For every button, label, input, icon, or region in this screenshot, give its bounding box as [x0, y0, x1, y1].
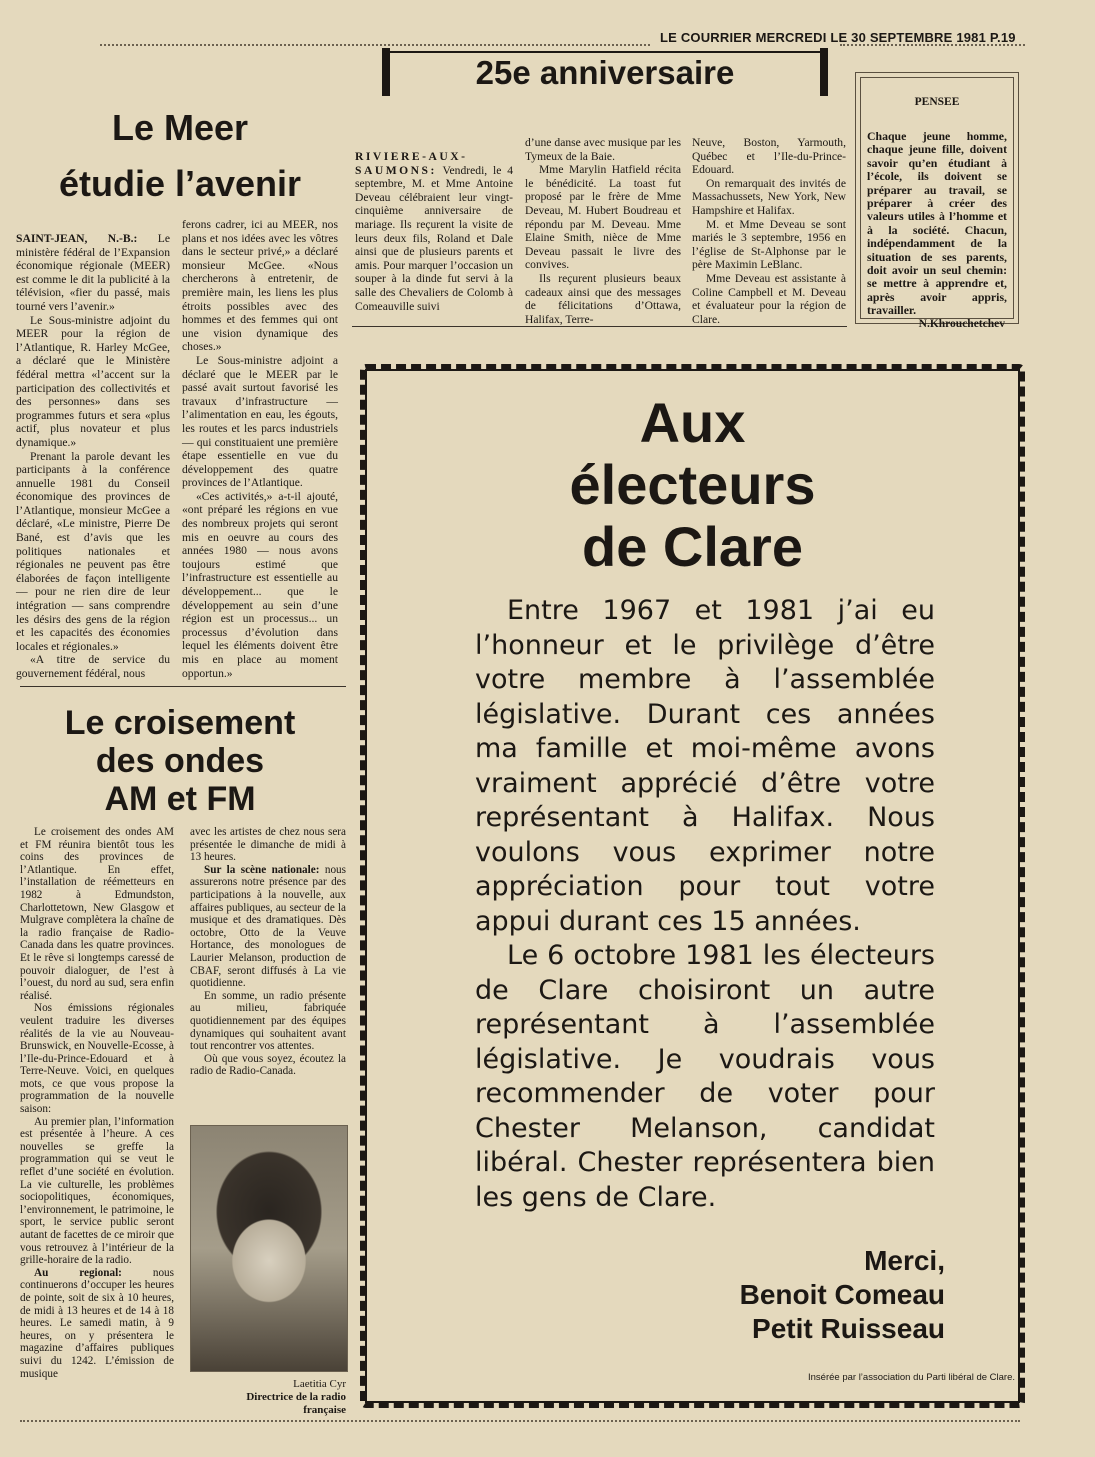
- pensee-box: [855, 72, 1019, 330]
- ad-paragraph-1: Entre 1967 et 1981 j’ai eu l’honneur et le privilège d’être votre membre à l’assemblée législative. Durant ces années ma famille et moi-même avons vraiment apprécié d’être votre représentant à Halifax. Nous voulons vous exprimer notre appréciation pour tout votre appui durant ces 15 années.: [475, 595, 935, 937]
- ondes-paragraph: Sur la scène nationale: nous assurerons notre présence par des participations à la nouvelle, aux affaires publiques, au secteur de la musique et des dramatiques. Dès octobre, Otto de la Veuve Hortance, des monologues de Laurier Melanson, production de CBAF, seront diffusés à La vie quotidienne.: [190, 863, 346, 990]
- anniv-paragraph: Mme Marylin Hatfield récita le bénédicité. La toast fut proposé par le frère de Mme Deveau, M. Hubert Boudreau et répondu par M. Deveau. Mme Elaine Smith, nièce de Mme Deveau passait le livre des convives.: [525, 163, 681, 272]
- meer-paragraph: SAINT-JEAN, N.-B.: Le ministère fédéral de l’Expansion économique régionale (MEER) est comme le dit la publicité à la télévision, «fier du passé, mais tourné vers l’avenir.»: [16, 232, 170, 313]
- caption-name: Laetitia Cyr: [293, 1378, 346, 1390]
- ondes-paragraph: En somme, un radio présente au milieu, fabriquée quotidiennement par des équipes dynamiques qui souhaitent avant tout rencontrer vos attentes.: [190, 989, 346, 1053]
- anniv-paragraph: Mme Deveau est assistante à Coline Campbell et M. Deveau et évaluateur pour la région de Clare.: [692, 271, 846, 326]
- anniv-paragraph: RIVIERE-AUX-SAUMONS: Vendredi, le 4 septembre, M. et Mme Antoine Deveau célébraient leur vingt-cinquième anniversaire de mariage. Ils reçurent la visite de leurs deux fils, Roland et Dale ainsi que de plusieurs parents et amis. Pour marquer l’occasion un souper à la dinde fut servi à la salle des Chevaliers de Colomb à Comeauville suivi: [355, 150, 513, 313]
- anniv-bottom-rule: [352, 326, 847, 327]
- photo-caption: [190, 1378, 346, 1417]
- meer-paragraph: Le Sous-ministre adjoint du MEER pour la région de l’Atlantique, R. Harley McGee, a déclaré que le Ministère fédéral mettra «l’accent sur la participation des collectivités et des personnes» dans ses programmes futurs et sera «plus actif, plus novateur et plus dynamique.»: [16, 313, 170, 449]
- pensee-author: N.Khrouchetchev: [918, 317, 1005, 330]
- pensee-heading: PENSEE: [914, 96, 960, 108]
- ondes-paragraph: Au premier plan, l’information est présentée à l’heure. A ces nouvelles se greffe la programmation qui se veut le reflet d’une société en évolution. La vie culturelle, les problèmes sociopolitiques, économiques, l’environnement, le patrimoine, le sport, le service public seront autant de facettes de ce miroir que vous retrouvez à l’intérieur de la grille-horaire de la radio.: [20, 1115, 174, 1267]
- caption-role-2: française: [303, 1404, 346, 1416]
- footer-rule: [20, 1420, 1020, 1422]
- meer-title-line1: Le Meer: [111, 107, 249, 148]
- ad-headline-line2: électeurs: [569, 453, 816, 516]
- anniv-column-1: [355, 150, 513, 313]
- ondes-paragraph: Où que vous soyez, écoutez la radio de Radio-Canada.: [190, 1052, 346, 1078]
- ondes-paragraph: Au regional: nous continuerons d’occuper les heures de pointe, soit de six à 10 heures, de midi à 13 heures et de 14 à 18 heures. Le samedi matin, à 9 heures, on y présentera le magazine d’affaires publiques suivi du 1242. L’émission de musique: [20, 1266, 174, 1380]
- ondes-title-line3: AM et FM: [104, 780, 256, 818]
- anniv-column-2: [525, 136, 681, 326]
- meer-paragraph: «Ces activités,» a-t-il ajouté, «ont préparé les régions en vue des nombreux projets qui seront mis en oeuvre au cours des années 1980 — nous avons toujours estimé que l’infrastructure est essentielle au développement... que le développement au sein d’une région est un processus... un processus d’évolution dans lequel les éléments doivent être mis en place au moment opportun.»: [182, 489, 338, 680]
- anniv-paragraph: Ils reçurent plusieurs beaux cadeaux ainsi que des messages de félicitations d’Ottawa, Halifax, Terre-: [525, 271, 681, 326]
- meer-column-2: [182, 218, 338, 680]
- ondes-title: [30, 704, 330, 818]
- anniv-paragraph: Neuve, Boston, Yarmouth, Québec et l’Ile-du-Prince-Edouard.: [692, 136, 846, 177]
- ondes-column-2: [190, 826, 346, 1078]
- meer-paragraph: Le Sous-ministre adjoint a déclaré que le MEER par le passé avait surtout favorisé les travaux d’infrastructure — l’alimentation en eau, les égouts, les routes et les parcs industriels — qui constituaient une première étape essentielle en vue du développement des quatre provinces de l’Atlantique.: [182, 353, 338, 490]
- ad-sponsor-note: Insérée par l’association du Parti libéral de Clare.: [808, 1372, 1015, 1383]
- meer-paragraph: Prenant la parole devant les participants à la conférence annuelle 1981 du Conseil économique des provinces de l’Atlantique, monsieur McGee a déclaré, «Le ministre, Pierre De Bané, est d’avis que les politiques nationales et régionales ne peuvent pas être élaborées de façon intelligente — pour ne rien dire de leur intégration — sans comprendre les désirs des gens de la région et les capacités des économies locales et régionales.»: [16, 449, 170, 653]
- anniv-column-3: [692, 136, 846, 326]
- ad-body: [475, 594, 935, 1215]
- header-rule: [100, 44, 650, 46]
- anniv-paragraph: On remarquait des invités de Massachussets, New York, New Hampshire et Halifax.: [692, 176, 846, 217]
- ad-signature: [740, 1244, 945, 1346]
- section-divider: [20, 686, 346, 687]
- anniv-paragraph: d’une danse avec musique par les Tymeux de la Baie.: [525, 136, 681, 163]
- pensee-inner-frame: [860, 77, 1014, 330]
- meer-paragraph: «A titre de service du gouvernement fédéral, nous: [16, 653, 170, 680]
- meer-title-line2: étudie l’avenir: [58, 163, 302, 204]
- page-header: LE COURRIER MERCREDI LE 30 SEPTEMBRE 1981 P.19: [660, 30, 1016, 45]
- anniv-paragraph: M. et Mme Deveau se sont mariés le 3 septembre, 1956 en l’église de St-Alphonse par le père Maximin LeBlanc.: [692, 217, 846, 272]
- meer-column-1: [16, 232, 170, 681]
- anniversary-title-box: [380, 48, 830, 100]
- ad-paragraph-2: Le 6 octobre 1981 les électeurs de Clare choisiront un autre représentant à l’assemblée législative. Je voudrais vous recommender de voter pour Chester Melanson, candidat libéral. Chester représentera bien les gens de Clare.: [475, 940, 935, 1213]
- ondes-title-line1: Le croisement: [64, 704, 296, 742]
- ondes-paragraph: Nos émissions régionales veulent traduire les diverses réalités de la vie au Nouveau-Brunswick, en Nouvelle-Ecosse, à l’Ile-du-Prince-Edouard et à Terre-Neuve. Voici, en quelques mots, ce que vous propose la programmation de la nouvelle saison:: [20, 1002, 174, 1116]
- election-advertisement: [360, 364, 1025, 1408]
- meer-paragraph: ferons cadrer, ici au MEER, nos plans et nos idées avec les vôtres dans le secteur privé,» a déclaré monsieur McGee. «Nous chercherons à entretenir, de première main, les liens les plus étroits possibles avec des hommes et des femmes qui ont une vision dynamique des choses.»: [182, 218, 338, 354]
- title-rule: [390, 51, 820, 53]
- ad-signature-thanks: Merci,: [864, 1245, 945, 1276]
- ondes-title-line2: des ondes: [95, 742, 265, 780]
- ad-headline-line1: Aux: [639, 391, 746, 454]
- anniversary-title: 25e anniversaire: [475, 54, 735, 91]
- portrait-photo: [190, 1125, 348, 1372]
- ad-signature-name: Benoit Comeau: [739, 1279, 945, 1310]
- ad-signature-place: Petit Ruisseau: [752, 1313, 945, 1344]
- ondes-paragraph: Le croisement des ondes AM et FM réunira bientôt tous les coins des provinces de l’Atlantique. En effet, l’installation de réémetteurs en 1982 à Edmundston, Charlottetown, New Glasgow et Mulgrave complètera la chaîne de la radio française de Radio-Canada dans les quatre provinces. Et le rêve si longtemps caressé de pouvoir dialoguer, de l’est à l’ouest, du nord au sud, sera enfin réalisé.: [20, 826, 174, 1002]
- pensee-quote: Chaque jeune homme, chaque jeune fille, doivent savoir qu’en étudiant à l’école, ils doivent se préparer au travail, se préparer à créer des valeurs utiles à l’homme et à la société. Chacun, indépendamment de la situation de ses parents, doit avoir un seul chemin: se mettre à apprendre et, après avoir appris, travailler.: [867, 129, 1007, 318]
- ondes-column-1: [20, 826, 174, 1380]
- ondes-paragraph: avec les artistes de chez nous sera présentée le dimanche de midi à 13 heures.: [190, 826, 346, 864]
- ad-headline: [360, 392, 1025, 578]
- header-rule-right: [840, 44, 1025, 46]
- ad-headline-line3: de Clare: [582, 515, 803, 578]
- caption-role: Directrice de la radio: [246, 1391, 346, 1403]
- meer-title: [40, 100, 320, 212]
